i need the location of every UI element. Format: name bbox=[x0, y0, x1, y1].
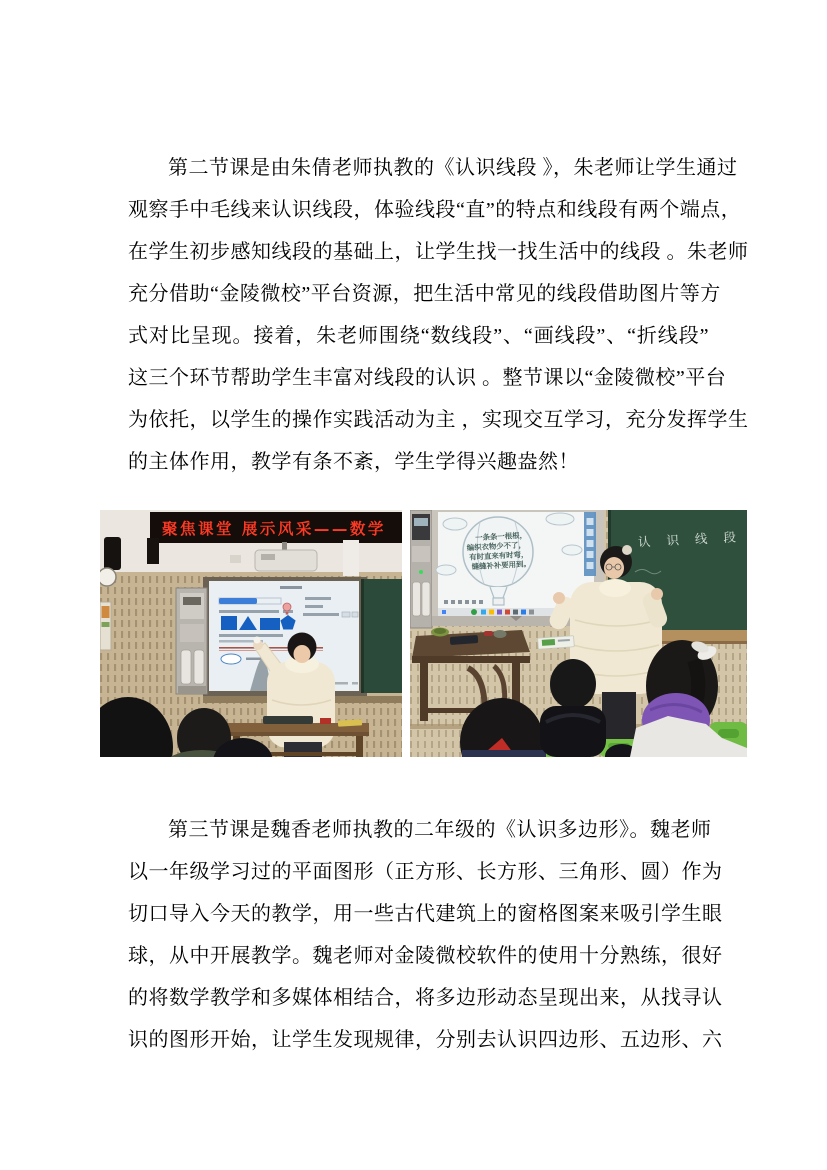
text-line: 识的图形开始，让学生发现规律，分别去认识四边形、五边形、六 bbox=[128, 1029, 723, 1051]
text-line: 观察手中毛线来认识线段，体验线段“直”的特点和线段有两个端点， bbox=[128, 199, 742, 221]
chalkboard-frame bbox=[361, 579, 364, 693]
chalkboard-title: 认 识 线 段 bbox=[637, 529, 743, 550]
board-side-toolbar bbox=[584, 512, 596, 576]
wall-switch-box bbox=[230, 555, 241, 563]
classroom-photo-right bbox=[410, 510, 747, 757]
text-line: 以一年级学习过的平面图形（正方形、长方形、三角形、圆）作为 bbox=[128, 861, 723, 883]
text-line: 为依托，以学生的操作实践活动为主 ，实现交互学习，充分发挥学生 bbox=[128, 409, 749, 431]
text-line: 的主体作用，教学有条不紊，学生学得兴趣盎然！ bbox=[128, 451, 579, 473]
hair-scrunchie bbox=[622, 545, 632, 555]
equipment-cabinet bbox=[410, 510, 432, 628]
book bbox=[538, 636, 575, 649]
text-line: 在学生初步感知线段的基础上，让学生找一找生活中的线段 。朱老师 bbox=[128, 241, 749, 263]
poem-line: 缝缝补补要用到。 bbox=[471, 559, 532, 572]
wall-clock bbox=[100, 568, 116, 586]
shape-square bbox=[221, 616, 237, 630]
teacher-hand bbox=[651, 588, 663, 600]
wall-column bbox=[343, 540, 359, 576]
paragraph-2 bbox=[128, 809, 723, 1061]
equipment-cabinet bbox=[176, 588, 207, 694]
poem-line: 有时直来有时弯， bbox=[469, 549, 529, 562]
progress-bar bbox=[219, 598, 257, 604]
text-line: 球，从中开展教学。魏老师对金陵微校软件的使用十分熟练，很好 bbox=[128, 945, 723, 967]
speaker-box bbox=[104, 537, 121, 570]
led-banner-text: 聚焦课堂 展示风采——数学 bbox=[162, 520, 386, 538]
wall-poster bbox=[100, 602, 111, 650]
riddle-poem bbox=[466, 530, 531, 571]
text-line: 第二节课是由朱倩老师执教的《认识线段 》，朱老师让学生通过 bbox=[168, 157, 738, 179]
poem-line: 编织衣物少不了， bbox=[466, 540, 527, 553]
classroom-photo-left-graphic bbox=[100, 510, 402, 757]
chalkboard bbox=[361, 579, 402, 693]
shape-rectangle bbox=[260, 618, 280, 630]
text-line: 充分借助“金陵微校”平台资源，把生活中常见的线段借助图片等方 bbox=[128, 283, 721, 305]
classroom-photo-right-graphic bbox=[410, 510, 747, 757]
teacher-hand bbox=[553, 592, 565, 604]
text-line: 第三节课是魏香老师执教的二年级的《认识多边形》。魏老师 bbox=[168, 819, 712, 841]
paragraph-1 bbox=[128, 147, 749, 483]
student-head bbox=[550, 659, 596, 709]
text-line: 式对比呈现。接着，朱老师围绕“数线段”、“画线段”、“折线段” bbox=[128, 325, 709, 347]
classroom-photo-left bbox=[100, 510, 402, 757]
text-line: 这三个环节帮助学生丰富对线段的认识 。整节课以“金陵微校”平台 bbox=[128, 367, 727, 389]
poem-line: 一条条一根根， bbox=[474, 530, 528, 543]
text-line: 的将数学教学和多媒体相结合，将多边形动态呈现出来，从找寻认 bbox=[128, 987, 723, 1009]
text-line: 切口导入今天的教学，用一些古代建筑上的窗格图案来吸引学生眼 bbox=[128, 903, 723, 925]
